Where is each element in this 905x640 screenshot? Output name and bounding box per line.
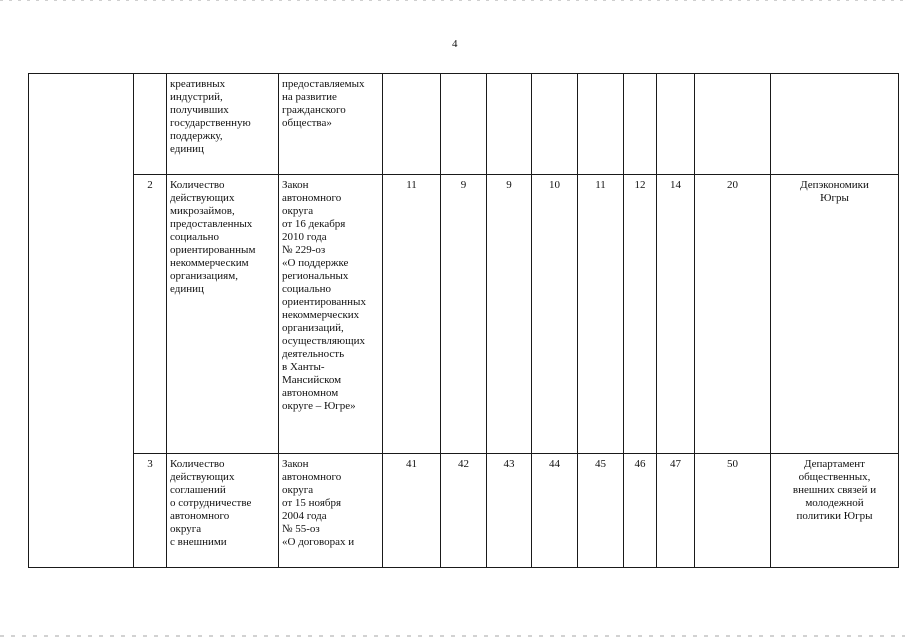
value-cell: 12 — [624, 175, 657, 454]
row-number: 2 — [134, 175, 167, 454]
value-cell: 20 — [695, 175, 771, 454]
value-cell: 46 — [624, 454, 657, 568]
value-cell: 47 — [657, 454, 695, 568]
page-number: 4 — [452, 38, 458, 50]
table-row — [29, 74, 899, 175]
responsible-cell: Департамент общественных, внешних связей и молодежной политики Югры — [771, 454, 899, 568]
value-cell: 42 — [441, 454, 487, 568]
value-cell: 10 — [532, 175, 578, 454]
row-number — [134, 74, 167, 175]
value-cell — [441, 74, 487, 175]
legal-basis-cell: Закон автономного округа от 15 ноября 2004 года № 55-оз «О договорах и — [279, 454, 383, 568]
responsible-cell — [771, 74, 899, 175]
legal-basis-cell: Закон автономного округа от 16 декабря 2010 года № 229-оз «О поддержке региональных социально ориентированных некоммерческих организаций, осуществляющих деятельность в Ханты- Мансийском автономном округе – Югре» — [279, 175, 383, 454]
value-cell: 41 — [383, 454, 441, 568]
value-cell: 43 — [487, 454, 532, 568]
value-cell: 44 — [532, 454, 578, 568]
value-cell: 11 — [578, 175, 624, 454]
table-row — [29, 175, 899, 454]
value-cell: 50 — [695, 454, 771, 568]
scan-edge-top — [0, 0, 905, 1]
legal-basis-cell: предоставляемых на развитие гражданского общества» — [279, 74, 383, 175]
value-cell — [532, 74, 578, 175]
value-cell — [383, 74, 441, 175]
value-cell: 45 — [578, 454, 624, 568]
row-number: 3 — [134, 454, 167, 568]
value-cell — [657, 74, 695, 175]
value-cell: 9 — [487, 175, 532, 454]
value-cell: 11 — [383, 175, 441, 454]
table-row — [29, 454, 899, 568]
indicator-cell: Количество действующих микрозаймов, предоставленных социально ориентированным некоммерческим организациям, единиц — [167, 175, 279, 454]
indicator-cell: Количество действующих соглашений о сотрудничестве автономного округа с внешними — [167, 454, 279, 568]
value-cell: 9 — [441, 175, 487, 454]
blank-left-column — [29, 74, 134, 568]
value-cell — [487, 74, 532, 175]
responsible-cell: Депэкономики Югры — [771, 175, 899, 454]
indicators-table — [28, 73, 899, 568]
value-cell — [578, 74, 624, 175]
value-cell — [695, 74, 771, 175]
indicator-cell: креативных индустрий, получивших государственную поддержку, единиц — [167, 74, 279, 175]
value-cell — [624, 74, 657, 175]
scan-edge-bottom — [0, 635, 905, 637]
value-cell: 14 — [657, 175, 695, 454]
